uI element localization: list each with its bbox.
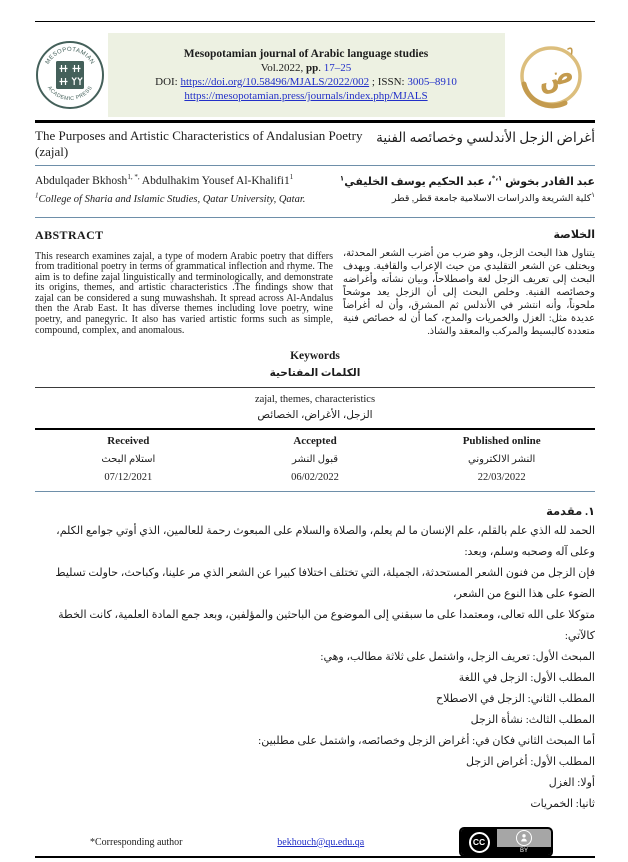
publisher-logo [35, 40, 105, 110]
accepted-column [222, 435, 409, 483]
body-line: أولا: الغزل [548, 776, 595, 789]
body-line: المطلب الثالث: نشأة الزجل [470, 713, 595, 726]
author1-ar-superscript: ١،* [491, 173, 503, 182]
author2-en: Abdulhakim Yousef Al-Khalifi1 [139, 174, 290, 187]
received-label-en: Received [107, 434, 150, 447]
page-footer [35, 827, 595, 857]
author2-ar-superscript: ١ [339, 173, 345, 182]
pp-separator: . [318, 62, 324, 74]
accepted-label-ar: قبول النشر [292, 453, 339, 465]
cc-logo-section [461, 829, 497, 855]
introduction-heading: ١. مقدمة [546, 505, 595, 518]
body-line: الحمد لله الذي علم بالقلم، علم الإنسان ما لم يعلم، والصلاة والسلام على المبعوث رحمة للعالمين، الذي أوتي جوامع الكلم، وعلى آله وصحبه وسلم، وبعد: [56, 524, 595, 558]
body-line: فإن الزجل من فنون الشعر المستحدثة، الجميلة، التي تختلف اختلافا كبيرا عن الشعر الذي مر علينا، وكباحث، حاولت تسليط الضوء على هذا النوع من الشعر، [55, 566, 595, 600]
attribution-section [497, 829, 551, 855]
article-title-en: The Purposes and Artistic Characteristics of Andalusian Poetry (zajal) [35, 128, 363, 160]
doi-issn-line [108, 76, 505, 88]
keywords-heading-en: Keywords [290, 349, 340, 362]
article-title-ar: أغراض الزجل الأندلسي وخصائصه الفنية [376, 130, 595, 145]
published-label-ar: النشر الالكتروني [468, 453, 536, 465]
keywords-values-ar: الزجل، الأغراض، الخصائص [257, 409, 373, 421]
author1-ar: عبد القادر بخوش [502, 175, 595, 188]
dhad-letter-icon: ض [534, 57, 577, 96]
keywords-divider [35, 387, 595, 388]
abstract-body-ar: يتناول هذا البحث الزجل، وهو ضرب من أضرب الشعر المحدثة، ويختلف عن الشعر التقليدي من حيث الإعراب والقافية. ويهدف البحث إلى تعريف الزجل لغة واصطلاحاً، وبيان نشأته وأغراضه وخصائصه الفنية. وخلص البحث إلى أن الزجل يعد موشحاً ملحوناً، وأنه انتشر في الأندلس ثم المشرق، وأن له أغراضاً عديدة مثل: الغزل والخمريات والمدح، كما أن له خصائص فنية متعددة كالبسيط والمركب والمعقد والشاذ. [343, 247, 595, 337]
body-line: المطلب الأول: الزجل في اللغة [458, 671, 595, 684]
journal-header-box [108, 33, 505, 117]
authors-en [35, 172, 305, 187]
accepted-date: 06/02/2022 [291, 471, 339, 483]
journal-header [35, 33, 595, 117]
received-column [35, 435, 222, 483]
published-column [408, 435, 595, 483]
volume-pages-line [108, 62, 505, 74]
published-date: 22/03/2022 [477, 471, 526, 483]
affiliation-ar-text: كلية الشريعة والدراسات الاسلامية جامعة قطر, قطر [391, 193, 592, 204]
corresponding-author-note: *Corresponding author [90, 836, 183, 848]
top-rule [35, 21, 595, 22]
affiliation-en [35, 191, 306, 205]
affiliation-superscript: 1 [35, 191, 39, 199]
doi-link[interactable]: https://doi.org/10.58496/MJALS/2022/002 [180, 76, 370, 88]
keywords-values-en: zajal, themes, characteristics [254, 393, 376, 405]
published-label-en: Published online [462, 434, 541, 447]
publisher-logo-bottom-text: ACADEMIC PRESS [46, 85, 94, 103]
affiliation-ar [340, 190, 595, 204]
received-label-ar: استلام البحث [101, 453, 156, 465]
journal-site-link[interactable]: https://mesopotamian.press/journals/index.php/MJALS [184, 90, 428, 102]
body-line: ثانيا: الخمريات [530, 797, 595, 810]
abstract-heading-ar: الخلاصة [553, 228, 595, 241]
attribution-person-icon [516, 830, 532, 846]
author1-en: Abdulqader Bkhosh [35, 174, 128, 187]
authors-ar [340, 175, 595, 188]
affiliation-en-text: College of Sharia and Islamic Studies, Qatar University, Qatar. [38, 193, 306, 205]
keywords-heading-ar: الكلمات المفتاحية [269, 367, 361, 379]
issn-value: 3005–8910 [407, 76, 457, 88]
cc-by-label: BY [497, 847, 551, 855]
authors-section [35, 166, 595, 217]
affiliation-ar-superscript: ١ [591, 190, 595, 199]
cc-icon: CC [469, 832, 490, 853]
body-line: المطلب الأول: أغراض الزجل [465, 755, 595, 768]
doi-label: DOI: [155, 76, 181, 88]
title-section [35, 123, 595, 161]
keywords-section [35, 350, 595, 421]
publisher-logo-top-text: MESOPOTAMIAN [44, 46, 96, 66]
dates-table [35, 430, 595, 491]
author1-superscript: 1, *, [127, 172, 140, 181]
body-line: المطلب الثاني: الزجل في الاصطلاح [436, 692, 595, 705]
page-range: 17–25 [323, 62, 352, 74]
corresponding-email-link[interactable]: bekhouch@qu.edu.qa [277, 836, 365, 848]
body-line: المبحث الأول: تعريف الزجل، واشتمل على ثلاثة مطالب، وهي: [320, 650, 595, 663]
cc-by-license-badge[interactable] [459, 827, 553, 857]
accepted-label-en: Accepted [293, 434, 337, 447]
volume-text: Vol.2022, [260, 62, 307, 74]
body-line: أما المبحث الثاني فكان في: أغراض الزجل وخصائصه، واشتمل على مطلبين: [258, 734, 595, 747]
pp-label: pp [306, 62, 319, 74]
author2-superscript: 1 [289, 172, 294, 181]
journal-logo [507, 38, 595, 112]
body-line: متوكلا على الله تعالى، ومعتمدا على ما سبقني إلى الموضوع من الباحثين والمؤلفين، وبعد جمع المادة العلمية، كانت الخطة كالآتي: [58, 608, 595, 642]
journal-title: Mesopotamian journal of Arabic language studies [183, 48, 429, 60]
introduction-section [35, 492, 595, 815]
author2-ar: ، عبد الحكيم يوسف الخليفي [344, 175, 492, 188]
abstract-heading-en: ABSTRACT [35, 227, 104, 242]
received-date: 07/12/2021 [104, 471, 153, 483]
issn-label: ; ISSN: [369, 76, 408, 88]
abstract-body-en: This research examines zajal, a type of modern Arabic poetry that differs from traditional poetry in terms of grammatical inflection and rhyme. The aim is to define zajal linguistically and terminologically, and demonstrate its origins, themes, and artistic characteristics .The findings show that zajal can be considered a sung muwashshah. It spread across Al-Andalus then the Arab East. It has diverse themes including love poetry, wine poetry, and panegyric. It also has varied artistic forms such as simple, compound, complex, and anomalous. [35, 250, 333, 336]
abstract-section [35, 218, 595, 338]
